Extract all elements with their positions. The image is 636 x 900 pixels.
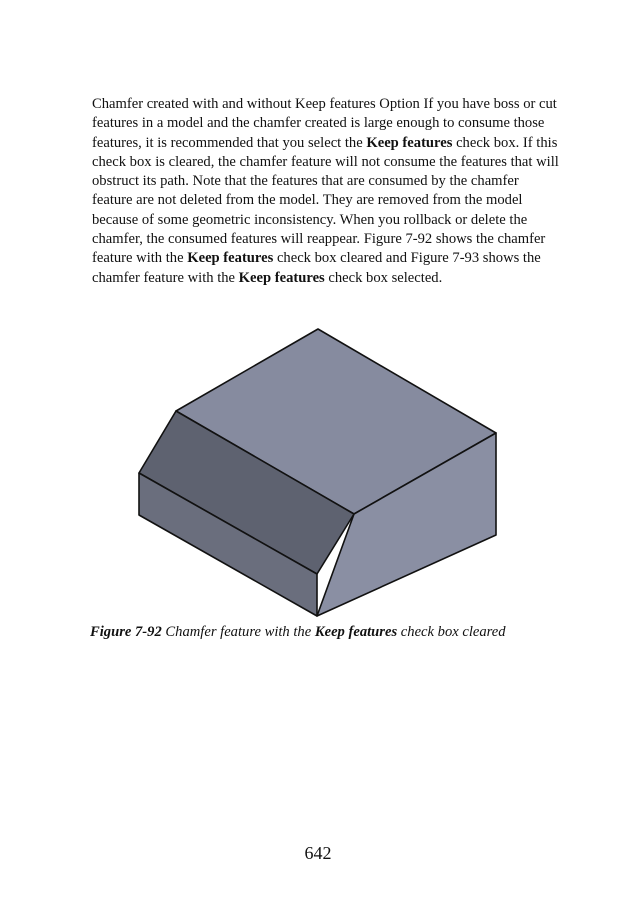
- caption-keep-features-term: Keep features: [314, 624, 398, 640]
- page-number: 642: [304, 843, 332, 863]
- paragraph-text-2: check box. If this check box is cleared, the chamfer feature will not consume the features that will obstruct its path. Note that the features that are consumed by the chamfer feature are not deleted from the model. They are removed from the model because of some geometric inconsistency. When you rollback or delete the chamfer, the consumed features will reappear. Figure 7-92 shows the chamfer feature with the: [92, 134, 559, 267]
- chamfer-model-figure: [130, 320, 510, 620]
- keep-features-term-2: Keep features: [187, 250, 274, 267]
- chamfer-model-illustration: [130, 320, 510, 620]
- body-paragraph: [92, 95, 562, 288]
- keep-features-term-1: Keep features: [366, 134, 453, 151]
- paragraph-text-4: check box selected.: [324, 269, 443, 286]
- caption-text-1: Chamfer feature with the: [161, 624, 315, 640]
- figure-label: Figure 7-92: [90, 624, 162, 640]
- keep-features-term-3: Keep features: [238, 269, 325, 286]
- figure-caption: [90, 624, 560, 641]
- paragraph-text-1: Chamfer created with and without Keep features Option If you have boss or cut features in a model and the chamfer created is large enough to consume those features, it is recommended that you select the: [92, 96, 557, 151]
- caption-text-2: check box cleared: [397, 624, 506, 640]
- paragraph-text-3: check box cleared and Figure 7-93 shows the chamfer feature with the: [92, 250, 541, 286]
